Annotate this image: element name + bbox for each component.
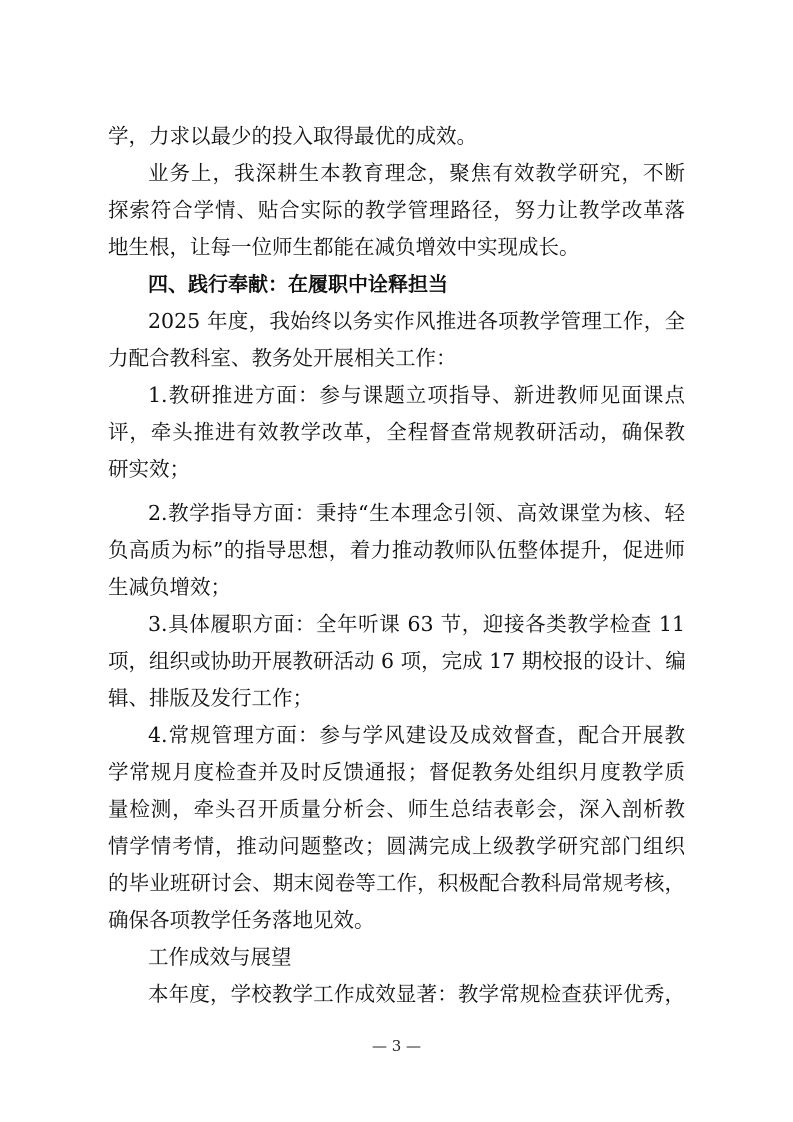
paragraph-line: 力配合教科室、教务处开展相关工作： bbox=[108, 346, 457, 370]
list-item-line: 1.教研推进方面：参与课题立项指导、新进教师见面课点 bbox=[148, 383, 685, 407]
list-item-line: 评，牵头推进有效教学改革，全程督查常规教研活动，确保教 bbox=[108, 420, 685, 444]
paragraph-line: 本年度，学校教学工作成效显著：教学常规检查获评优秀， bbox=[148, 982, 685, 1006]
paragraph-line: 地生根，让每一位师生都能在减负增效中实现成长。 bbox=[108, 235, 580, 259]
paragraph-line: 学，力求以最少的投入取得最优的成效。 bbox=[108, 124, 477, 148]
list-item-line: 负高质为标”的指导思想，着力推动教师队伍整体提升，促进师 bbox=[108, 538, 685, 562]
list-item-line: 辑、排版及发行工作； bbox=[108, 686, 313, 710]
list-item-line: 4.常规管理方面：参与学风建设及成效督查，配合开展教 bbox=[148, 723, 685, 747]
list-item-line: 的毕业班研讨会、期末阅卷等工作，积极配合教科局常规考核， bbox=[108, 871, 685, 895]
list-item-line: 量检测，牵头召开质量分析会、师生总结表彰会，深入剖析教 bbox=[108, 797, 685, 821]
page-number: — 3 — bbox=[371, 1037, 422, 1055]
list-item-line: 项，组织或协助开展教研活动 6 项，完成 17 期校报的设计、编 bbox=[108, 649, 686, 673]
paragraph-line: 2025 年度，我始终以务实作风推进各项教学管理工作，全 bbox=[148, 309, 685, 333]
paragraph-line: 业务上，我深耕生本教育理念，聚焦有效教学研究，不断 bbox=[148, 161, 685, 185]
section-heading: 四、践行奉献：在履职中诠释担当 bbox=[148, 272, 448, 296]
list-item-line: 学常规月度检查并及时反馈通报；督促教务处组织月度教学质 bbox=[108, 760, 685, 784]
paragraph-line: 探索符合学情、贴合实际的教学管理路径，努力让教学改革落 bbox=[108, 198, 685, 222]
subheading-line: 工作成效与展望 bbox=[148, 945, 292, 969]
list-item-line: 2.教学指导方面：秉持“生本理念引领、高效课堂为核、轻 bbox=[148, 501, 685, 525]
list-item-line: 3.具体履职方面：全年听课 63 节，迎接各类教学检查 11 bbox=[148, 612, 685, 636]
list-item-line: 研实效； bbox=[108, 457, 190, 481]
list-item-line: 情学情考情，推动问题整改；圆满完成上级教学研究部门组织 bbox=[108, 834, 685, 858]
list-item-line: 生减负增效； bbox=[108, 575, 231, 599]
list-item-line: 确保各项教学任务落地见效。 bbox=[108, 908, 375, 932]
